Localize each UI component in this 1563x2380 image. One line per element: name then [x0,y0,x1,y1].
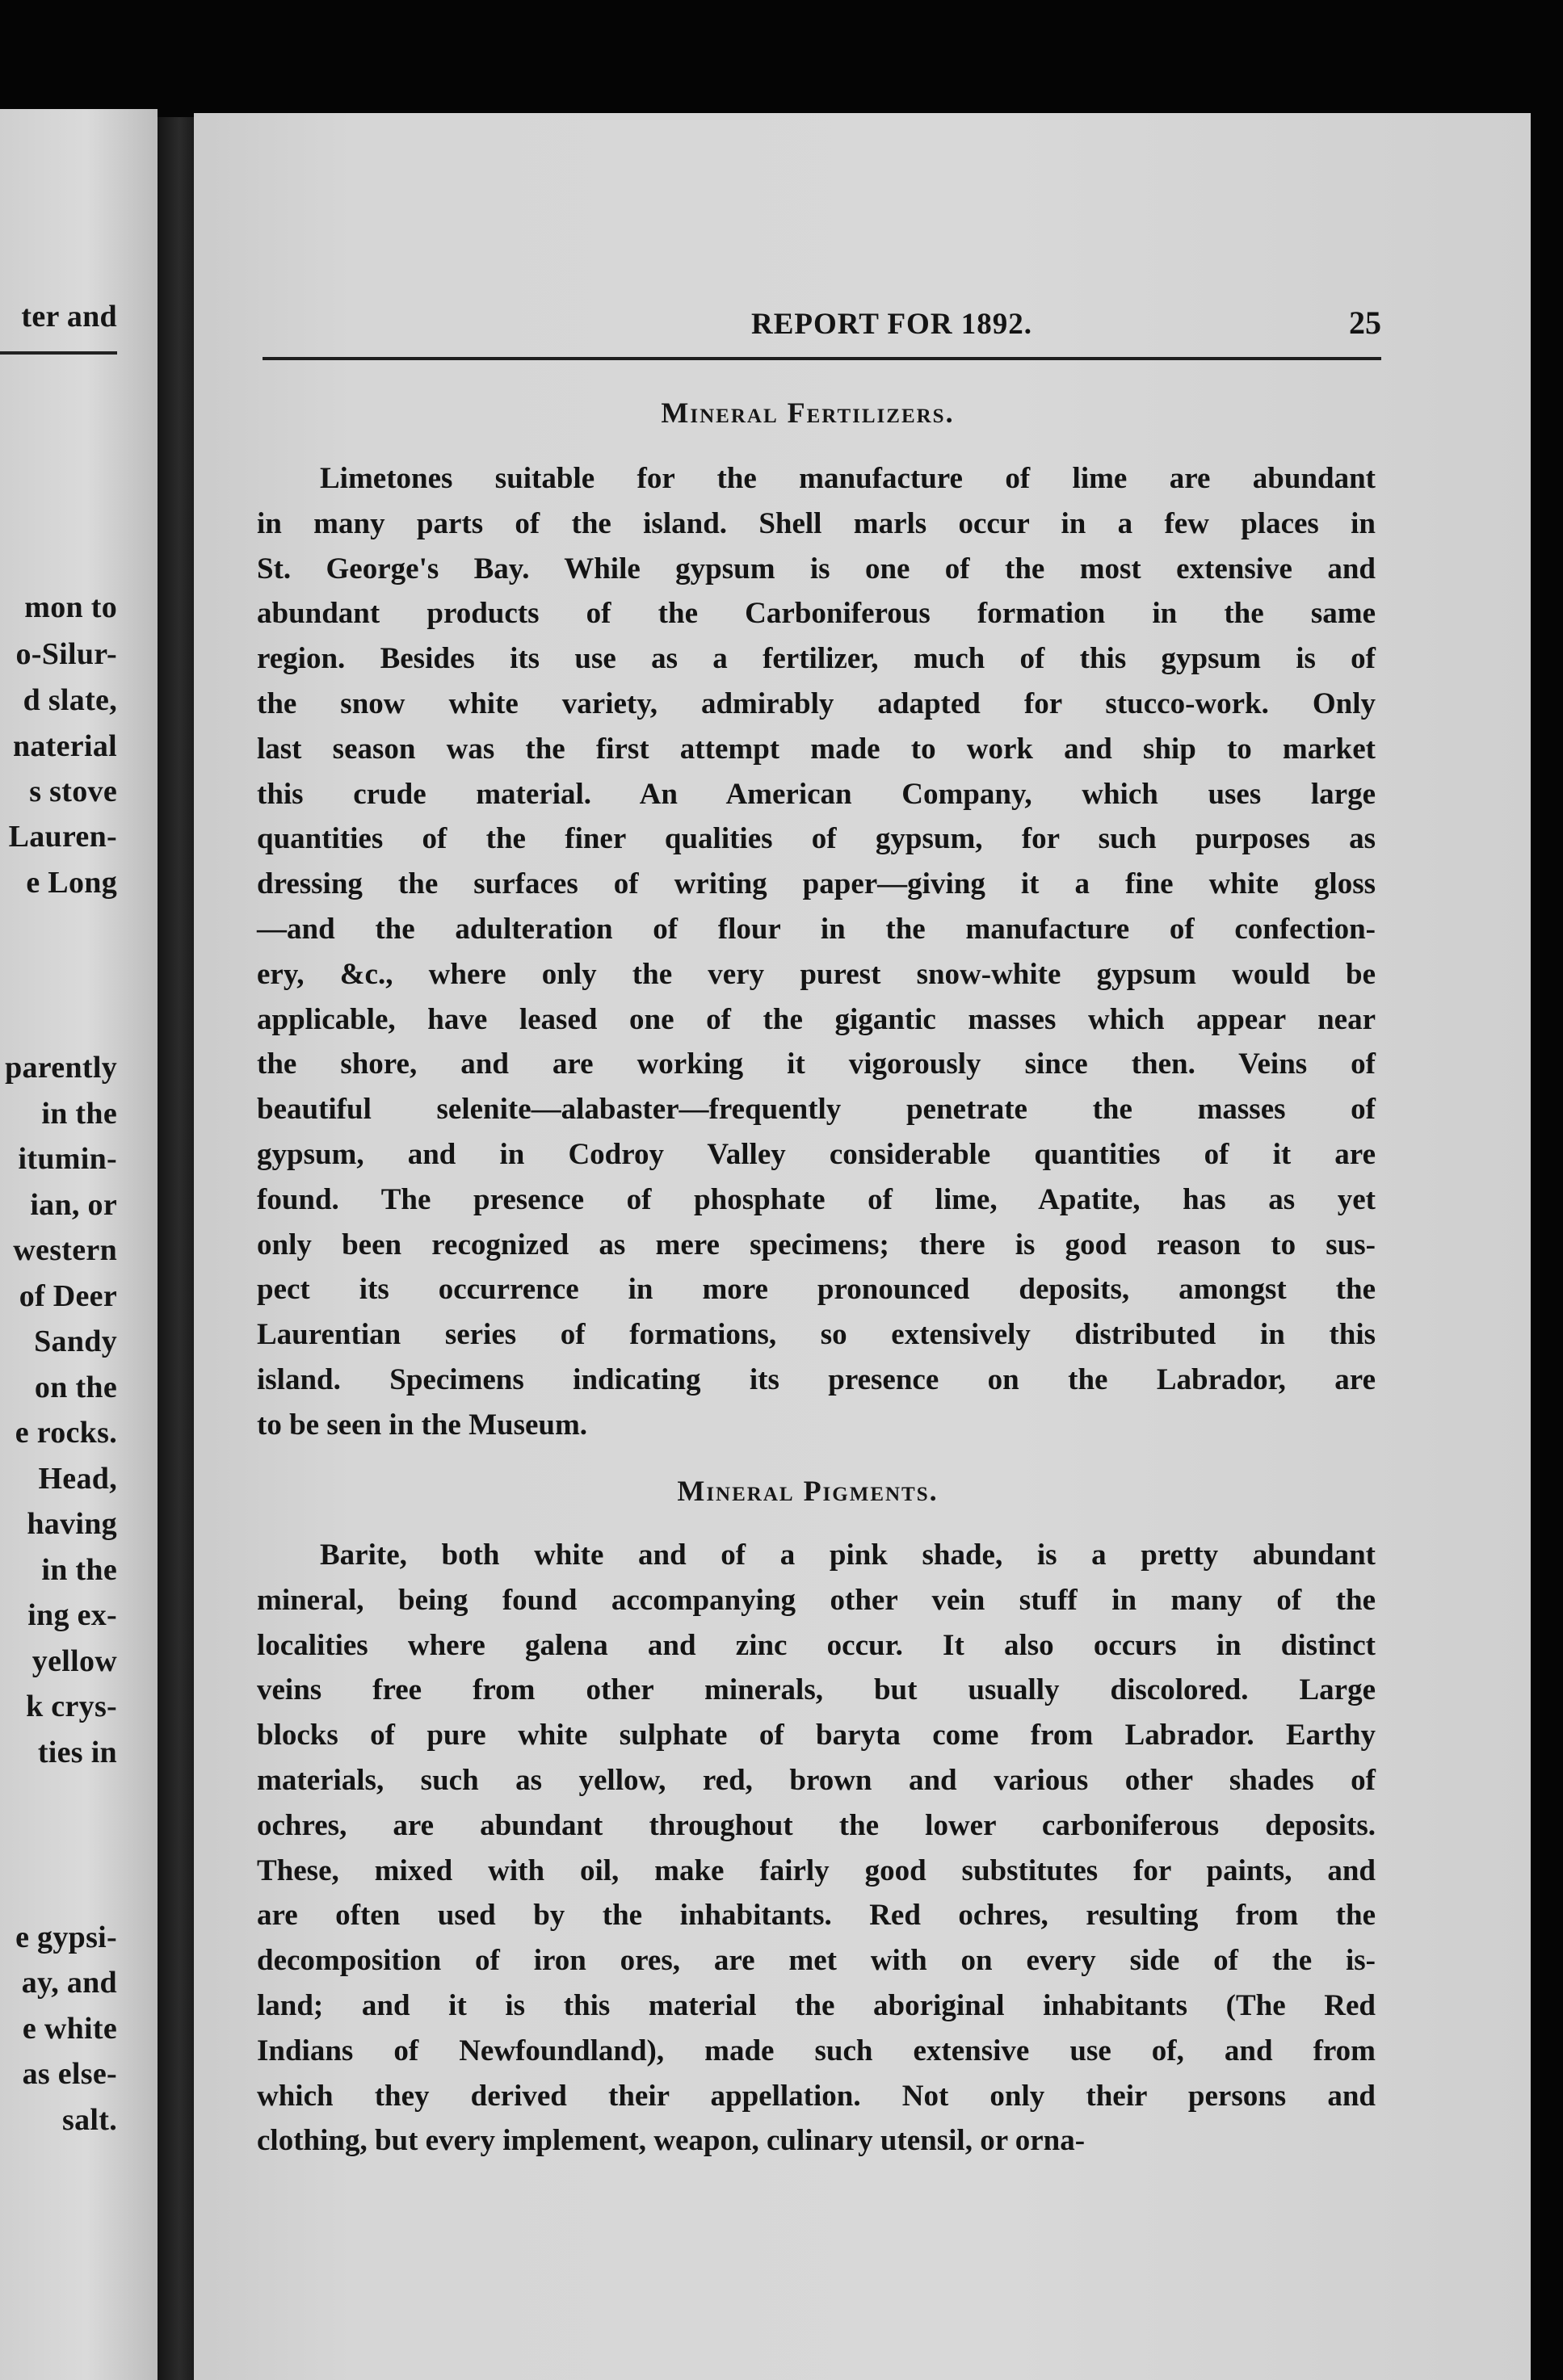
running-head-title: REPORT FOR 1892. [751,308,1033,341]
left-page-line: in the [41,1553,117,1587]
text-line: pect its occurrence in more pronounced deposits, amongst the [257,1273,1376,1307]
text-line: the shore, and are working it vigorously since then. Veins of [257,1047,1376,1081]
text-line: applicable, have leased one of the gigantic masses which appear near [257,1002,1376,1036]
left-page-line: d slate, [23,683,117,717]
text-line: only been recognized as mere specimens; there is good reason to sus- [257,1228,1376,1261]
left-page-line: k crys- [26,1690,117,1723]
page-25 [194,113,1531,2380]
text-line: Limetones suitable for the manufacture of lime are abundant [320,462,1376,495]
text-line: this crude material. An American Company, which uses large [257,777,1376,811]
text-line: blocks of pure white sulphate of baryta come from Labrador. Earthy [257,1719,1376,1752]
text-line: abundant products of the Carboniferous formation in the same [257,597,1376,631]
text-line: St. George's Bay. While gypsum is one of the most extensive and [257,552,1376,586]
left-page-line: itumin- [18,1142,117,1176]
running-head-rule [263,357,1381,360]
left-page-line: ties in [37,1736,117,1769]
text-line: quantities of the finer qualities of gypsum, for such purposes as [257,822,1376,856]
text-line: —and the adulteration of flour in the manufacture of confection- [257,912,1376,946]
text-line: Indians of Newfoundland), made such extensive use of, and from [257,2034,1376,2067]
left-page-line: Head, [38,1462,117,1496]
section-heading-mineral-pigments: Mineral Pigments. [677,1475,939,1507]
page-number: 25 [1349,304,1381,341]
paragraph-mineral-fertilizers [257,456,1376,1448]
text-line: ery, &c., where only the very purest snow-white gypsum would be [257,957,1376,991]
book-gutter [158,117,194,2380]
left-page-line: parently [5,1051,117,1085]
left-page-line: in the [41,1097,117,1131]
text-line: clothing, but every implement, weapon, culinary utensil, or orna- [257,2124,1086,2158]
text-line: found. The presence of phosphate of lime, Apatite, has as yet [257,1182,1376,1216]
text-line: These, mixed with oil, make fairly good substitutes for paints, and [257,1853,1376,1887]
text-line: dressing the surfaces of writing paper—giving it a fine white gloss [257,867,1376,901]
paragraph-mineral-pigments [257,1533,1376,2164]
left-page-rule [0,351,117,355]
text-line: veins free from other minerals, but usually discolored. Large [257,1673,1376,1707]
left-page-line: Lauren- [8,820,117,854]
text-line: Laurentian series of formations, so extensively distributed in this [257,1318,1376,1352]
running-head [267,304,1381,355]
text-line: to be seen in the Museum. [257,1408,588,1442]
left-page-line: e rocks. [15,1416,117,1450]
left-page-line: having [27,1507,117,1541]
left-page-line: as else- [22,2057,117,2091]
left-page-line: of Deer [19,1279,117,1313]
left-page-line: mon to [24,590,117,624]
text-line: region. Besides its use as a fertilizer, much of this gypsum is of [257,642,1376,676]
left-page-line: western [13,1233,117,1267]
text-line: decomposition of iron ores, are met with on every side of the is- [257,1944,1376,1978]
text-line: the snow white variety, admirably adapted for stucco-work. Only [257,686,1376,720]
section-heading-mineral-fertilizers: Mineral Fertilizers. [661,397,955,429]
left-page-line: e gypsi- [15,1920,117,1954]
left-page-line: e white [22,2012,117,2046]
text-line: gypsum, and in Codroy Valley considerable quantities of it are [257,1137,1376,1171]
left-page-line: Sandy [34,1324,117,1358]
left-page-fragment [0,109,158,2380]
left-page-line: s stove [29,774,117,808]
text-line: materials, such as yellow, red, brown and various other shades of [257,1763,1376,1797]
left-page-line: salt. [62,2103,117,2137]
text-line: mineral, being found accompanying other vein stuff in many of the [257,1583,1376,1617]
left-page-line: ing ex- [27,1598,117,1632]
left-page-line: e Long [26,866,117,900]
left-page-line: o-Silur- [15,637,117,671]
left-page-line: ay, and [21,1966,117,2000]
left-page-line: yellow [32,1644,117,1678]
text-line: localities where galena and zinc occur. It also occurs in distinct [257,1628,1376,1662]
left-page-line: naterial [12,729,117,763]
left-page-line: ter and [21,300,117,334]
left-page-line: on the [34,1370,117,1404]
text-line: in many parts of the island. Shell marls occur in a few places in [257,506,1376,540]
text-line: last season was the first attempt made to work and ship to market [257,732,1376,766]
left-page-line: ian, or [30,1188,117,1222]
text-line: land; and it is this material the aboriginal inhabitants (The Red [257,1988,1376,2022]
text-line: ochres, are abundant throughout the lower carboniferous deposits. [257,1808,1376,1842]
text-line: which they derived their appellation. Not only their persons and [257,2079,1376,2113]
text-line: island. Specimens indicating its presence on the Labrador, are [257,1362,1376,1396]
text-line: beautiful selenite—alabaster—frequently penetrate the masses of [257,1093,1376,1127]
text-line: are often used by the inhabitants. Red ochres, resulting from the [257,1899,1376,1933]
text-line: Barite, both white and of a pink shade, is a pretty abundant [320,1538,1376,1572]
